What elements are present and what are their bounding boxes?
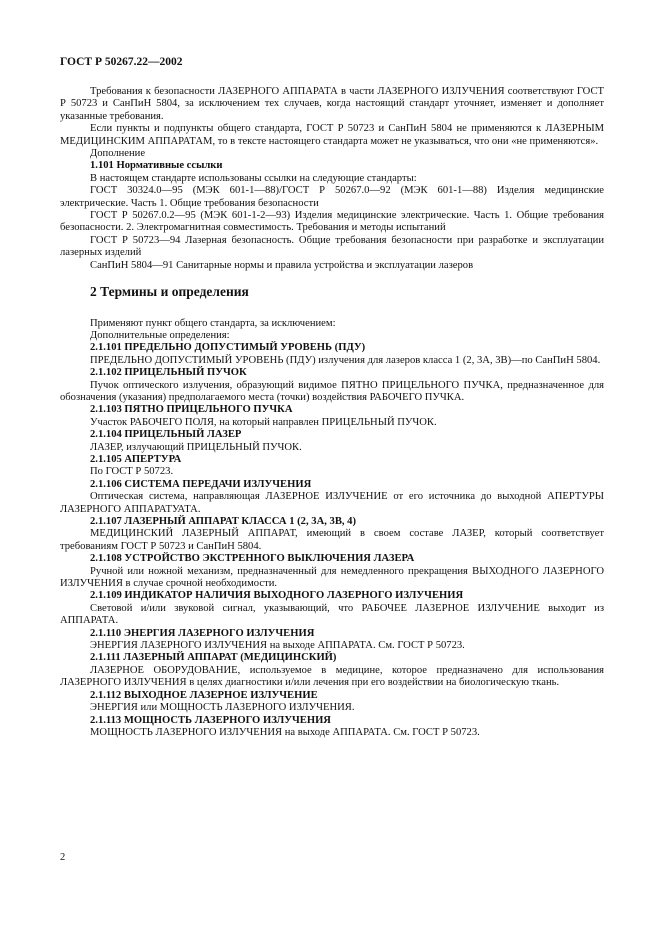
term-heading: 2.1.111 ЛАЗЕРНЫЙ АППАРАТ (МЕДИЦИНСКИЙ) (90, 652, 337, 664)
term-heading: 2.1.110 ЭНЕРГИЯ ЛАЗЕРНОГО ИЗЛУЧЕНИЯ (90, 627, 315, 639)
page-number: 2 (60, 852, 66, 863)
term-heading: 2.1.105 АПЕРТУРА (90, 453, 182, 465)
term-definition: ЛАЗЕР, излучающий ПРИЦЕЛЬНЫЙ ПУЧОК. (90, 441, 302, 453)
term-definition: ЭНЕРГИЯ или МОЩНОСТЬ ЛАЗЕРНОГО ИЗЛУЧЕНИЯ. (90, 702, 355, 714)
addition-label: Дополнение (90, 148, 146, 160)
refs-heading: 1.101 Нормативные ссылки (90, 160, 223, 172)
section-2-lead: Применяют пункт общего стандарта, за исключением: (90, 317, 336, 329)
term-definition: Ручной или ножной механизм, предназначенный для немедленного прекращения ВЫХОДНОГО ЛАЗЕРНОГО ИЗЛУЧЕНИЯ в случае срочной необходимости. (60, 565, 604, 590)
term-definition: Пучок оптического излучения, образующий видимое ПЯТНО ПРИЦЕЛЬНОГО ПУЧКА, предназначенное для обозначения (указания) предполагаемого места (точки) воздействия РАБОЧЕГО ПУЧКА. (60, 379, 604, 403)
ref-item: ГОСТ 30324.0—95 (МЭК 601-1—88)/ГОСТ Р 50267.0—92 (МЭК 601-1—88) Изделия медицинские электрические. Часть 1. Общие требования безопасности (60, 185, 604, 209)
term-definition: Участок РАБОЧЕГО ПОЛЯ, на который направлен ПРИЦЕЛЬНЫЙ ПУЧОК. (90, 416, 437, 428)
term-heading: 2.1.108 УСТРОЙСТВО ЭКСТРЕННОГО ВЫКЛЮЧЕНИЯ ЛАЗЕРА (90, 553, 415, 565)
term-heading: 2.1.112 ВЫХОДНОЕ ЛАЗЕРНОЕ ИЗЛУЧЕНИЕ (90, 689, 318, 701)
intro-paragraph: Требования к безопасности ЛАЗЕРНОГО АППАРАТА в части ЛАЗЕРНОГО ИЗЛУЧЕНИЯ соответствуют ГОСТ Р 50723 и СанПиН 5804, за исключением тех случаев, когда настоящий стандарт уточняет, изменяет и дополняет указанные требования. (60, 86, 604, 122)
term-heading: 2.1.106 СИСТЕМА ПЕРЕДАЧИ ИЗЛУЧЕНИЯ (90, 478, 312, 490)
intro-paragraph: Если пункты и подпункты общего стандарта, ГОСТ Р 50723 и СанПиН 5804 не применяются к ЛАЗЕРНЫМ МЕДИЦИНСКИМ АППАРАТАМ, то в тексте настоящего стандарта может не указываться, что они «не применяются». (60, 123, 604, 147)
document-body (60, 86, 604, 739)
section-2-title: 2 Термины и определения (90, 284, 249, 300)
document-header: ГОСТ Р 50267.22—2002 (60, 56, 183, 68)
ref-item: ГОСТ Р 50723—94 Лазерная безопасность. Общие требования безопасности при разработке и эксплуатации лазерных изделий (60, 234, 604, 259)
term-definition: ПРЕДЕЛЬНО ДОПУСТИМЫЙ УРОВЕНЬ (ПДУ) излучения для лазеров класса 1 (2, 3А, 3В)—по СанПиН 5804. (90, 354, 601, 366)
term-heading: 2.1.107 ЛАЗЕРНЫЙ АППАРАТ КЛАССА 1 (2, 3А, 3В, 4) (90, 516, 357, 527)
term-heading: 2.1.101 ПРЕДЕЛЬНО ДОПУСТИМЫЙ УРОВЕНЬ (ПДУ) (90, 342, 366, 354)
ref-item: ГОСТ Р 50267.0.2—95 (МЭК 601-1-2—93) Изделия медицинские электрические. Часть 1. Общие требования безопасности. 2. Электромагнитная совместимость. Требования и методы испытаний (60, 210, 604, 234)
term-definition: ЛАЗЕРНОЕ ОБОРУДОВАНИЕ, используемое в медицине, которое предназначено для использования ЛАЗЕРНОГО ИЗЛУЧЕНИЯ в целях диагностики и/или лечения при его воздействии на биологическую ткань. (60, 664, 604, 689)
term-heading: 2.1.104 ПРИЦЕЛЬНЫЙ ЛАЗЕР (90, 429, 242, 441)
section-2-lead: Дополнительные определения: (90, 329, 230, 341)
term-definition: МЕДИЦИНСКИЙ ЛАЗЕРНЫЙ АППАРАТ, имеющий в своем составе ЛАЗЕР, который соответствует требованиям ГОСТ Р 50723 и СанПиН 5804. (60, 528, 604, 552)
refs-lead: В настоящем стандарте использованы ссылки на следующие стандарты: (90, 172, 417, 184)
term-definition: ЭНЕРГИЯ ЛАЗЕРНОГО ИЗЛУЧЕНИЯ на выходе АППАРАТА. См. ГОСТ Р 50723. (90, 640, 465, 652)
term-heading: 2.1.109 ИНДИКАТОР НАЛИЧИЯ ВЫХОДНОГО ЛАЗЕРНОГО ИЗЛУЧЕНИЯ (90, 590, 464, 602)
term-definition: МОЩНОСТЬ ЛАЗЕРНОГО ИЗЛУЧЕНИЯ на выходе АППАРАТА. См. ГОСТ Р 50723. (90, 726, 480, 738)
term-definition: По ГОСТ Р 50723. (90, 466, 174, 478)
term-definition: Световой и/или звуковой сигнал, указывающий, что РАБОЧЕЕ ЛАЗЕРНОЕ ИЗЛУЧЕНИЕ выходит из АППАРАТА. (60, 602, 604, 627)
term-definition: Оптическая система, направляющая ЛАЗЕРНОЕ ИЗЛУЧЕНИЕ от его источника до выходной АПЕРТУРЫ ЛАЗЕРНОГО АППАРАТУАТА. (60, 491, 604, 515)
term-heading: 2.1.102 ПРИЦЕЛЬНЫЙ ПУЧОК (90, 367, 247, 379)
ref-item: СанПиН 5804—91 Санитарные нормы и правила устройства и эксплуатации лазеров (90, 259, 474, 271)
term-heading: 2.1.103 ПЯТНО ПРИЦЕЛЬНОГО ПУЧКА (90, 404, 293, 416)
term-heading: 2.1.113 МОЩНОСТЬ ЛАЗЕРНОГО ИЗЛУЧЕНИЯ (90, 714, 331, 726)
